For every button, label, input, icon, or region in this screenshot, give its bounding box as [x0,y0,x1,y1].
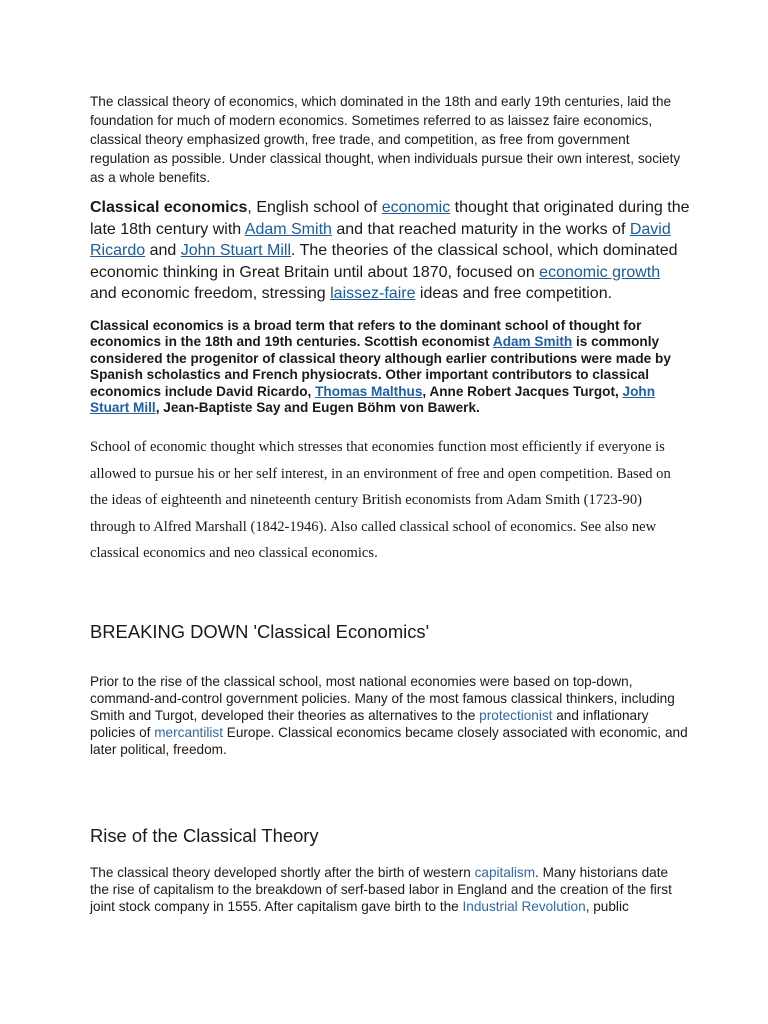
link-john-stuart-mill-2[interactable]: John Stuart Mill [90,383,656,416]
link-adam-smith-2[interactable]: Adam Smith [492,334,573,350]
prior-rise-paragraph: Prior to the rise of the classical school, most national economies were based on top-down, command-and-control government policies. Many of the most famous classical thinkers, including Smith and Turgot, developed their theories as alternatives to the protectionist and inflationary policies of mercantilist Europe. Classical economics became closely associated with economic, and later political, freedom. [90,674,688,757]
school-of-thought-paragraph: School of economic thought which stresses that economies function most efficiently if everyone is allowed to pursue his or her self interest, in an environment of free and open competition. Based on the ideas of eighteenth and nineteenth century British economists from Adam Smith (1723-90) through to Alfred Marshall (1842-1946). Also called classical school of economics. See also new classical economics and neo classical economics. [90,439,671,562]
link-mercantilist[interactable]: mercantilist [154,725,223,740]
rise-paragraph: The classical theory developed shortly after the birth of western capitalism. Many historians date the rise of capitalism to the breakdown of serf-based labor in England and the creation of the first joint stock company in 1555. After capitalism gave birth to the Industrial Revolution, public [90,865,672,914]
link-adam-smith[interactable]: Adam Smith [244,220,332,238]
link-industrial-revolution[interactable]: Industrial Revolution [462,899,586,914]
term-classical-economics: Classical economics [90,199,248,216]
link-john-stuart-mill[interactable]: John Stuart Mill [180,242,291,260]
heading-breaking-down: BREAKING DOWN 'Classical Economics' [90,621,430,642]
link-economic-growth[interactable]: economic growth [539,263,661,281]
heading-rise-of-classical-theory: Rise of the Classical Theory [90,825,319,846]
broad-term-paragraph: Classical economics is a broad term that refers to the dominant school of thought for economics in the 18th and 19th centuries. Scottish economist Adam Smith is commonly considered the progenitor of classical theory although earlier contributions were made by Spanish scholastics and French physiocrats. Other important contributors to classical economics include David Ricardo, Thomas Malthus, Anne Robert Jacques Turgot, John Stuart Mill, Jean-Baptiste Say and Eugen Böhm von Bawerk. [90,318,671,416]
link-capitalism[interactable]: capitalism [474,865,536,880]
link-thomas-malthus[interactable]: Thomas Malthus [315,383,423,399]
link-david-ricardo[interactable]: David Ricardo [90,220,671,260]
link-laissez-faire[interactable]: laissez-faire [330,285,416,303]
intro-paragraph: The classical theory of economics, which dominated in the 18th and early 19th centuries, laid the foundation for much of modern economics. Sometimes referred to as laissez faire economics, classical theory emphasized growth, free trade, and competition, as free from government regulation as possible. Under classical thought, when individuals pursue their own interest, society as a whole benefits. [90,94,681,185]
link-protectionist[interactable]: protectionist [479,708,553,723]
classical-economics-definition: Classical economics, English school of economic thought that originated during the late 18th century with Adam Smith and that reached maturity in the works of David Ricardo and John Stuart Mill. The theories of the classical school, which dominated economic thinking in Great Britain until about 1870, focused on economic growth and economic freedom, stressing laissez-faire ideas and free competition. [90,199,690,303]
link-economic[interactable]: economic [381,199,451,216]
